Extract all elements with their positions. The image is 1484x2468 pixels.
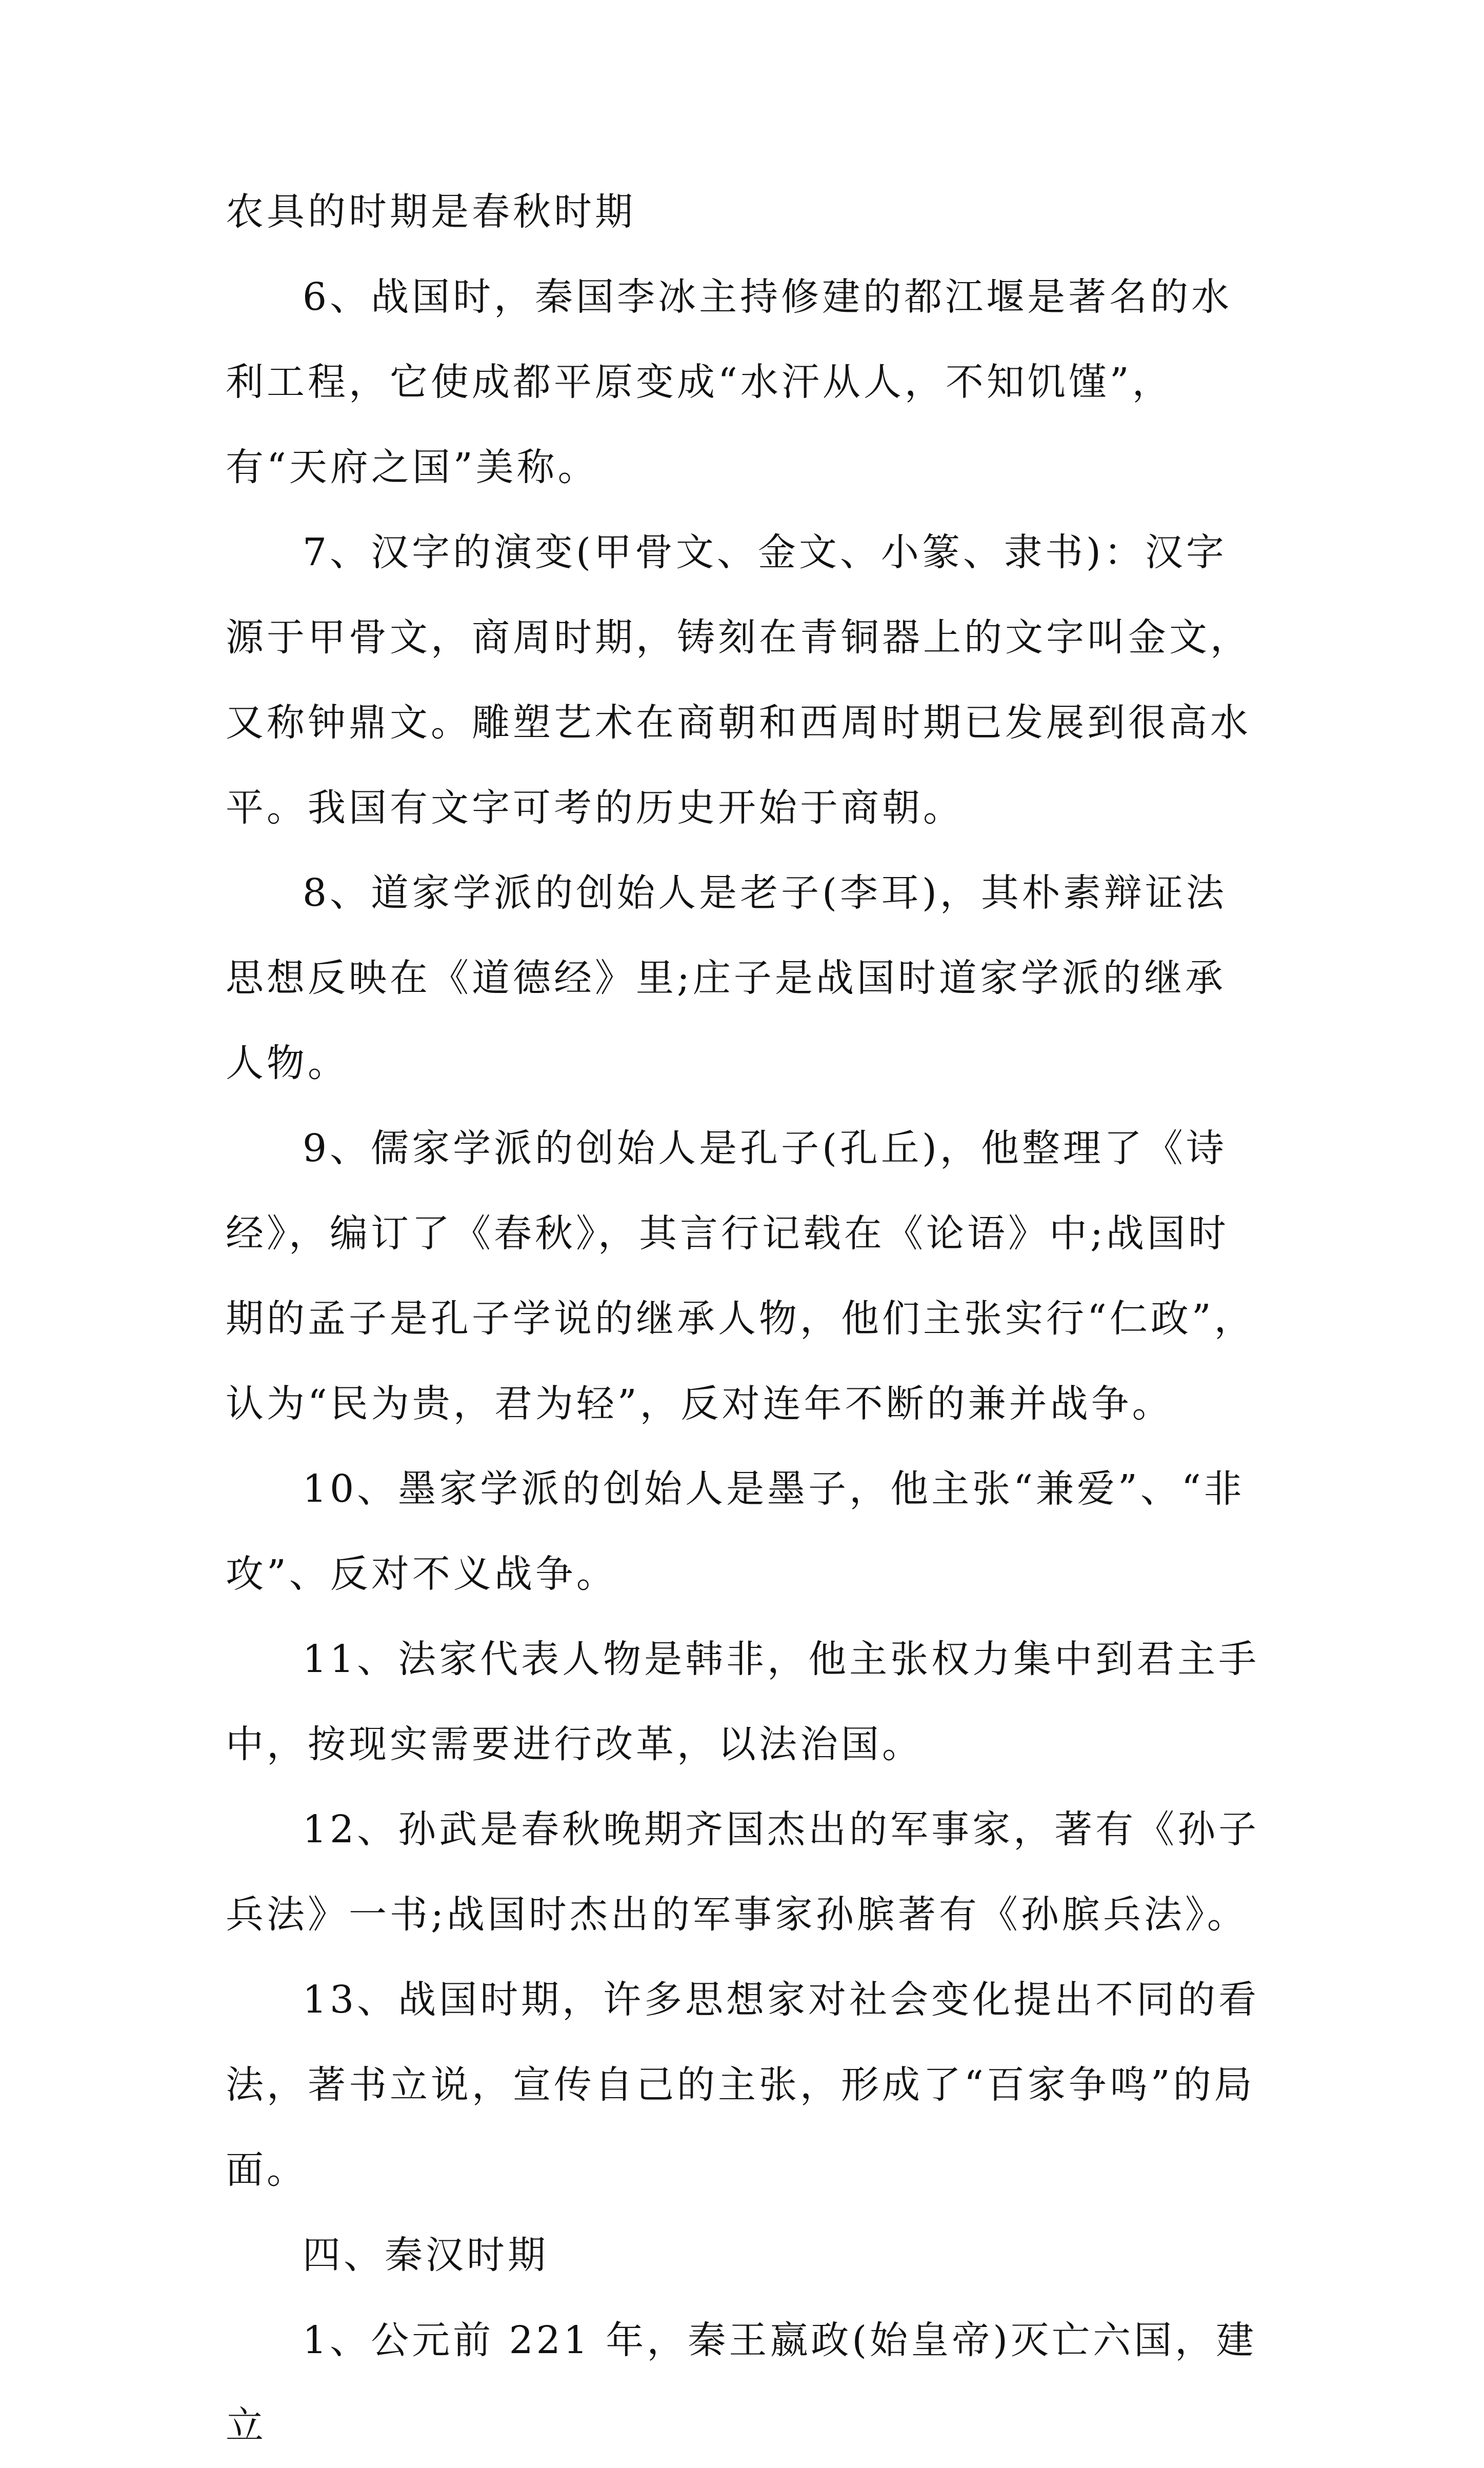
paragraph-item-9: 9、儒家学派的创始人是孔子(孔丘)，他整理了《诗经》，编订了《春秋》，其言行记载在《论语》中;战国时期的孟子是孔子学说的继承人物，他们主张实行“仁政”，认为“民为贵，君为轻”，反对连年不断的兼并战争。 <box>226 1126 1255 1426</box>
document-body <box>226 169 1267 2468</box>
paragraph-item-8: 8、道家学派的创始人是老子(李耳)，其朴素辩证法思想反映在《道德经》里;庄子是战国时道家学派的继承人物。 <box>226 871 1227 1085</box>
paragraph-item-7: 7、汉字的演变(甲骨文、金文、小篆、隶书)：汉字源于甲骨文，商周时期，铸刻在青铜器上的文字叫金文，又称钟鼎文。雕塑艺术在商朝和西周时期已发展到很高水平。我国有文字可考的历史开始于商朝。 <box>226 530 1251 830</box>
section-heading: 四、秦汉时期 <box>303 2233 549 2277</box>
paragraph-item-6: 6、战国时，秦国李冰主持修建的都江堰是著名的水利工程，它使成都平原变成“水汗从人，不知饥馑”，有“天府之国”美称。 <box>226 275 1233 489</box>
paragraph-item-13: 13、战国时期，许多思想家对社会变化提出不同的看法，著书立说，宣传自己的主张，形成了“百家争鸣”的局面。 <box>226 1978 1260 2192</box>
paragraph-continuation: 农具的时期是春秋时期 <box>226 190 636 234</box>
paragraph-item-12: 12、孙武是春秋晚期齐国杰出的军事家，著有《孙子兵法》一书;战国时杰出的军事家孙膑著有《孙膑兵法》。 <box>226 1807 1260 1937</box>
paragraph-item-10: 10、墨家学派的创始人是墨子，他主张“兼爱”、“非攻”、反对不义战争。 <box>226 1467 1245 1596</box>
paragraph-item-11: 11、法家代表人物是韩非，他主张权力集中到君主手中，按现实需要进行改革，以法治国。 <box>226 1637 1260 1766</box>
paragraph-item-1: 1、公元前 221 年，秦王嬴政(始皇帝)灭亡六国，建立 <box>226 2318 1257 2447</box>
